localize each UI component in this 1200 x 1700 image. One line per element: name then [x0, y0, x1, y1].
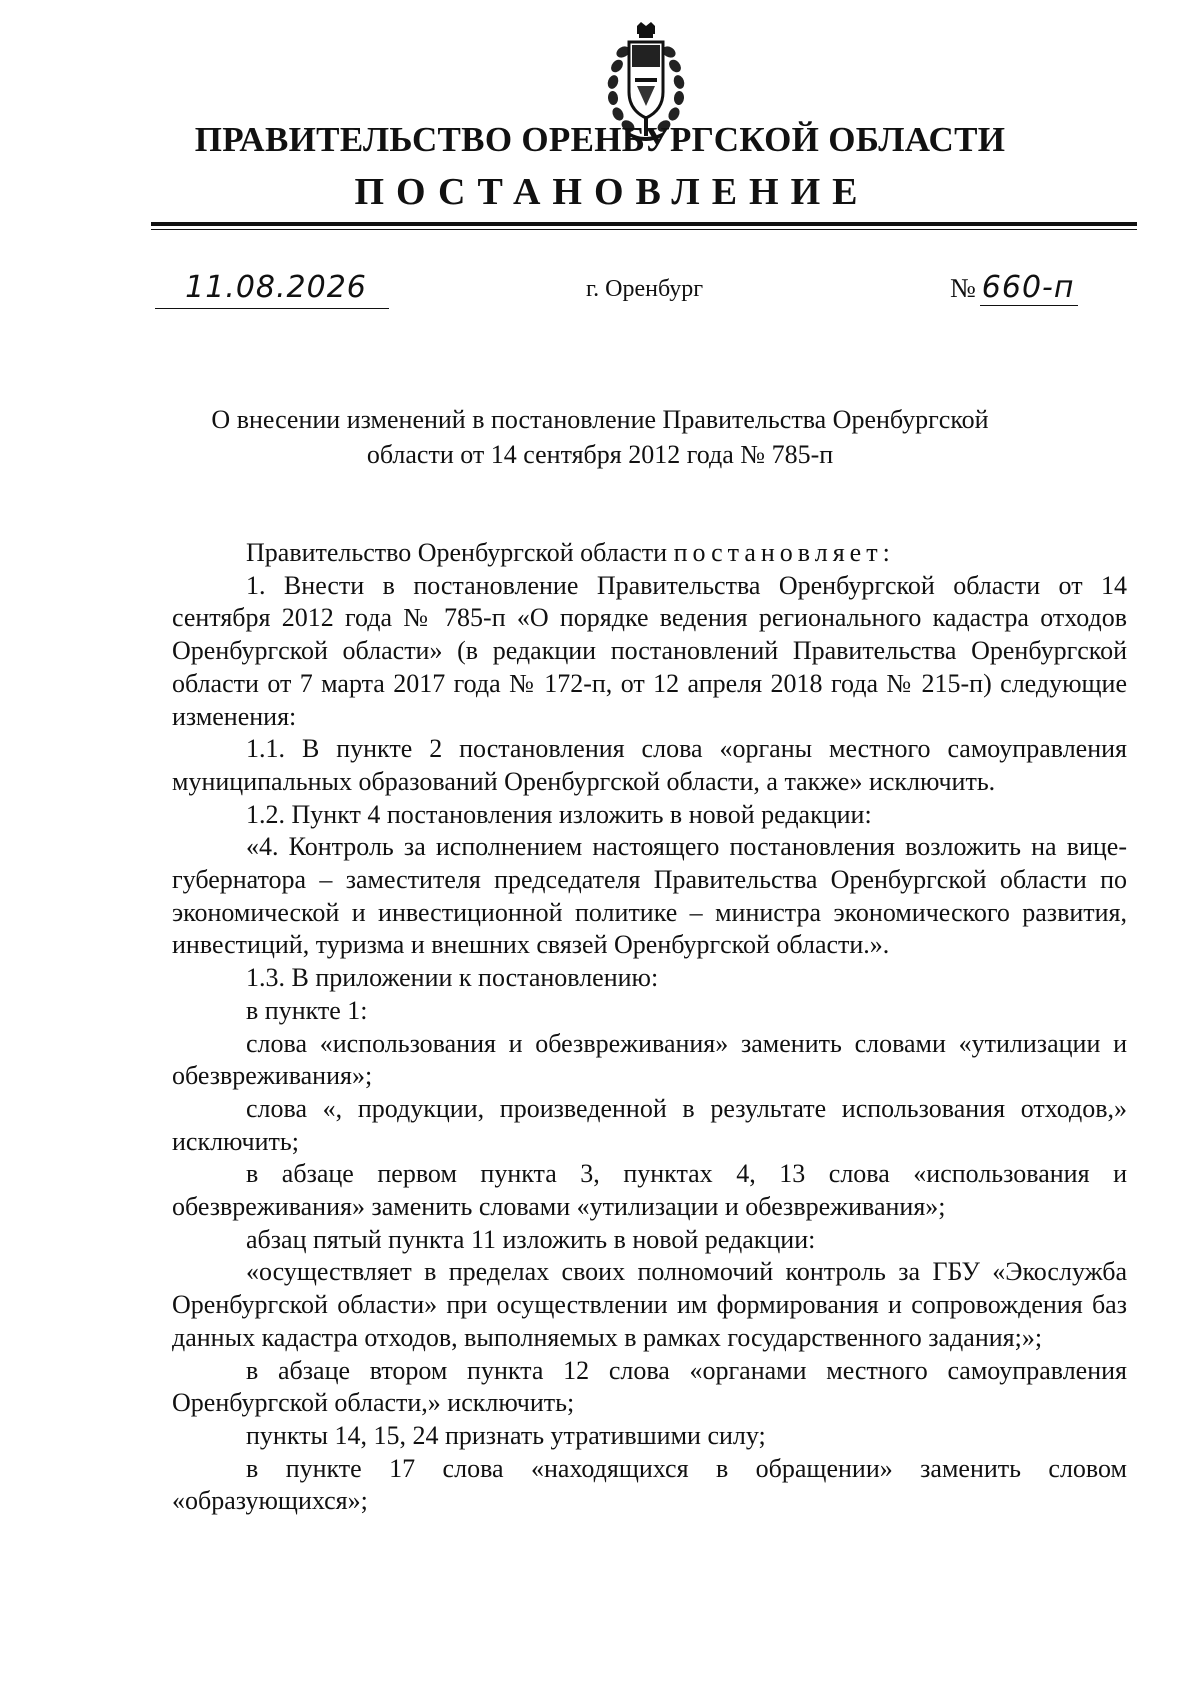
document-type-heading: ПОСТАНОВЛЕНИЕ	[354, 171, 870, 213]
document-date-field	[155, 272, 389, 309]
preamble	[172, 537, 1127, 570]
document-subject	[0, 402, 1200, 472]
body-paragraph: 1.1. В пункте 2 постановления слова «органы местного самоуправления муниципальных образований Оренбургской области, а также» исключить.	[172, 734, 1127, 796]
document-number-field	[950, 270, 1078, 306]
body-paragraph: абзац пятый пункта 11 изложить в новой редакции:	[246, 1224, 816, 1254]
number-sign: №	[950, 273, 976, 303]
document-city: г. Оренбург	[586, 276, 704, 302]
body-paragraph: в абзаце втором пункта 12 слова «органами местного самоуправления Оренбургской области,» исключить;	[172, 1355, 1127, 1418]
body-paragraph: 1.2. Пункт 4 постановления изложить в новой редакции:	[246, 799, 872, 829]
body-paragraph: в пункте 17 слова «находящихся в обращении» заменить словом «образующихся»;	[172, 1453, 1127, 1516]
document-date: 11.08.2026	[185, 270, 367, 305]
body-paragraph: «осуществляет в пределах своих полномочий контроль за ГБУ «Экослужба Оренбургской области» при осуществлении им формирования и сопровождения баз данных кадастра отходов, выполняемых в рамках государственного задания;»;	[172, 1257, 1127, 1352]
body-paragraph: слова «использования и обезвреживания» заменить словами «утилизации и обезвреживания»;	[172, 1028, 1127, 1091]
preamble-text: Правительство Оренбургской области	[246, 538, 674, 567]
body-paragraph: в абзаце первом пункта 3, пунктах 4, 13 слова «использования и обезвреживания» заменить словами «утилизации и обезвреживания»;	[172, 1159, 1127, 1222]
body-paragraph: 1. Внести в постановление Правительства Оренбургской области от 14 сентября 2012 года № 785-п «О порядке ведения регионального кадастра отходов Оренбургской области» (в редакции постановлений Правительства Оренбургской области от 7 марта 2017 года № 172-п, от 12 апреля 2018 года № 215-п) следующие изменения:	[172, 570, 1127, 731]
subject-line-1: О внесении изменений в постановление Правительства Оренбургской	[211, 405, 989, 434]
preamble-decree-word: постановляет:	[673, 538, 895, 567]
header-divider-thick	[151, 222, 1137, 226]
body-paragraph: слова «, продукции, произведенной в результате использования отходов,» исключить;	[172, 1093, 1127, 1156]
document-body	[172, 537, 1127, 1518]
body-paragraph: 1.3. В приложении к постановлению:	[246, 963, 659, 993]
header-divider-thin	[151, 229, 1137, 230]
organization-title: ПРАВИТЕЛЬСТВО ОРЕНБУРГСКОЙ ОБЛАСТИ	[194, 120, 1006, 159]
body-paragraph: в пункте 1:	[246, 995, 368, 1025]
subject-line-2: области от 14 сентября 2012 года № 785-п	[366, 440, 834, 469]
body-paragraph: пункты 14, 15, 24 признать утратившими силу;	[246, 1420, 766, 1450]
document-number: 660-п	[980, 270, 1079, 306]
body-paragraph: «4. Контроль за исполнением настоящего постановления возложить на вице-губернатора – заместителя председателя Правительства Оренбургской области по экономической и инвестиционной политике – министра экономического развития, инвестиций, туризма и внешних связей Оренбургской области.».	[172, 832, 1127, 960]
